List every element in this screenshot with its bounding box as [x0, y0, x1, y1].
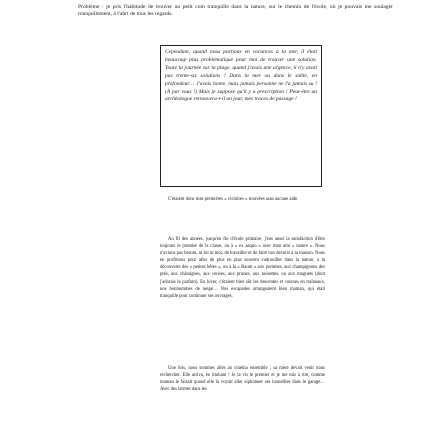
- paragraph-2-text: Au fil des années, jusqu'en fin d'école primaire, j'eus aussi la satisfaction d'être toujours le premier de la classe, ou à « ex aequo » avec mon ami « nature ». Nous n'avions pas besoin, ni lui ni moi, de travailler et de faire nos devoirs à la maison. Nous en profitions pour aller de plus en plus souvent vadrouiller dans la nature, à la découverte des « petites bêtes », ou à la « Baum » aux pommes, aux champignons des prés, aux châtaignes, aux cerises, aux prunes, aux noisettes, ou aux muguets (dont j'adorais le parfum). En hiver, c'étaient bien sûr les descentes et courses en traîneaux, nos bonhommes de neige… Nos escapades arrangeaient bien maman, qui était tranquille pour continuer ses ouvrages.: [160, 237, 325, 299]
- paragraph-2: [160, 236, 325, 356]
- quote-box: [160, 45, 322, 187]
- top-paragraph-text: Problème : je pris l'habitude de trouver un petit coin tranquille dans la nature, sur le chemin de l'école, où je pouvais me soulager tranquillement, à l'abri de tous les regards.: [78, 4, 393, 17]
- paragraph-3: [160, 365, 325, 407]
- paragraph-3-text: Une fois, nous sommes allés au cinéma ensemble ; sa mère devait venir nous rechercher. Elle arriva, en titubant ! Je la vis le premier et je me mis à rire, comme maman le faisait quand elle la voyait aller siphonner ses bouteilles dans le garage… Avec des larmes dans les: [160, 366, 325, 393]
- top-paragraph: [78, 4, 393, 17]
- paragraph-1-text: C'étaient donc mes premières « victoires » trouvées sans aucune aide.: [168, 197, 299, 202]
- quote-box-text: Cependant, quand nous partions en vacances à la mer, il était beaucoup plus problématique pour moi de trouver une solution. Toute la journée sur la plage, quand j'avais une urgence, il n'y avait pas trente-six solutions ! Dans la mer ou dans le sable, en profondeur… J'avais honte, mais jamais personne ne l'a jamais su ! (À par vous !) Mais je suppose qu'il y a prescription ! Peut-être un archéologue retrouvera-t-il un jour, mes traces de passage !: [165, 49, 317, 103]
- paragraph-1: [160, 196, 325, 222]
